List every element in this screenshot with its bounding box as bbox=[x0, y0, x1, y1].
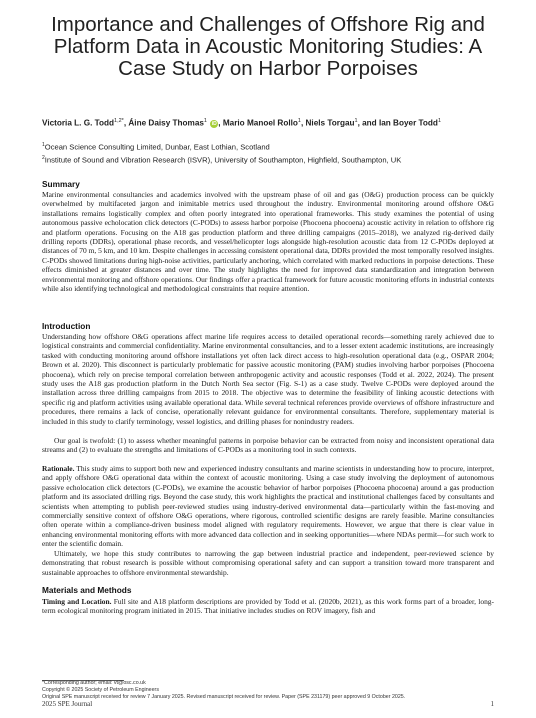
journal-footer: 2025 SPE Journal bbox=[42, 700, 93, 708]
author-name: Ian Boyer Todd bbox=[378, 118, 438, 128]
intro-paragraph-1: Understanding how offshore O&G operations affect marine life requires access to detailed operational records—something rarely achieved due to logistical constraints and commercial confidentiality. Marine environmental consultancies, and to a lesser extent academic institutions, are increasingly tasked with conducting monitoring around offshore installations yet often lack direct access to high-resolution operational data (e.g., OSPAR 2004; Brown et al. 2020). This disconnect is particularly problematic for passive acoustic monitoring (PAM) studies involving harbor porpoises (Phocoena phocoena), which rely on precise temporal correlation between anthropogenic activity and acoustic responses (Todd et al. 2022, 2024). The present study uses the A18 gas production platform in the Dutch North Sea sector (Fig. S-1) as a case study. Twelve C-PODs were deployed around the installation across three drilling campaigns from 2015 to 2018. The objective was to determine the feasibility of linking acoustic detections with specific rig and platform activities using available operational data. While several technical references provide overviews of offshore infrastructure and procedures, there remains a lack of concise, operationally relevant guidance for environmental consultants. Therefore, supplementary material is included in this study to clarify terminology, vessel logistics, and drilling phases for nonindustry readers. bbox=[42, 332, 494, 426]
methods-heading: Materials and Methods bbox=[42, 585, 132, 595]
author-name: Áine Daisy Thomas bbox=[128, 118, 204, 128]
timing-paragraph bbox=[42, 597, 494, 616]
rationale-paragraph-2: Ultimately, we hope this study contributes to narrowing the gap between industrial practice and independent, peer-reviewed science by demonstrating that robust research is possible without compromising operational safety and can support a transition toward more transparent and sustainable approaches to offshore environmental stewardship. bbox=[42, 549, 494, 577]
author-name: Mario Manoel Rollo bbox=[222, 118, 298, 128]
author-affil-mark: 1,2* bbox=[114, 118, 124, 124]
author-name: Niels Torgau bbox=[305, 118, 355, 128]
footnote-copyright: Copyright © 2025 Society of Petroleum Engineers bbox=[42, 687, 159, 693]
affiliation bbox=[42, 140, 516, 153]
footnote-corresponding: *Corresponding author; email: vt@osc.co.uk bbox=[42, 680, 146, 686]
intro-paragraph-2: Our goal is twofold: (1) to assess whether meaningful patterns in porpoise behavior can be extracted from noisy and inconsistent operational data streams and (2) to evaluate the strengths and limitations of C-PODs as a monitoring tool in such contexts. bbox=[42, 436, 494, 455]
footnote-manuscript: Original SPE manuscript received for review 7 January 2025. Revised manuscript received for review. Paper (SPE 231179) peer approved 9 October 2025. bbox=[42, 694, 406, 700]
orcid-icon[interactable]: iD bbox=[211, 120, 217, 127]
affiliation-mark: 1 bbox=[42, 142, 45, 148]
author-affil-mark: 1 bbox=[203, 118, 207, 124]
rationale-paragraph bbox=[42, 464, 494, 549]
affiliation bbox=[42, 153, 516, 166]
timing-text: Full site and A18 platform descriptions are provided by Todd et al. (2020b, 2021), as this work forms part of a broader, long-term ecological monitoring program initiated in 2015. That initiative includes studies on ROV imagery, fish and bbox=[42, 597, 494, 616]
summary-heading: Summary bbox=[42, 179, 80, 189]
introduction-heading: Introduction bbox=[42, 321, 91, 331]
rationale-label: Rationale. bbox=[42, 464, 75, 473]
affiliation-text: Institute of Sound and Vibration Research (ISVR), University of Southampton, Highfield, Southampton, UK bbox=[44, 155, 402, 165]
paper-title: Importance and Challenges of Offshore Rig and Platform Data in Acoustic Monitoring Studies: A Case Study on Harbor Porpoises bbox=[51, 13, 485, 80]
author-affil-mark: 1 bbox=[354, 118, 358, 124]
rationale-text: This study aims to support both new and experienced industry consultants and marine scientists in understanding how to procure, interpret, and apply offshore O&G operational data within the context of acoustic monitoring. Using a case study involving the deployment of autonomous passive echolocation click detectors (C-PODs), we examine the acoustic behavior of harbor porpoises (Phocoena phocoena) around a gas production platform and its associated drilling rigs. Beyond the case study, this work highlights the practical and institutional challenges faced by consultants and scientists when attempting to publish peer-reviewed studies using industry-derived environmental data—particularly within the fast-moving and commercially sensitive context of offshore O&G operations, where rigorous, controlled scientific designs are rarely feasible. Marine consultancies often operate within a compliance-driven business model aligned with regulatory requirements. However, we argue that there is clear value in enhancing environmental monitoring efforts with more advanced data collection and in seeking opportunities—where NDAs permit—for such work to enter the scientific domain. bbox=[42, 464, 494, 549]
affiliations bbox=[42, 140, 516, 166]
author-affil-mark: 1 bbox=[437, 118, 441, 124]
timing-label: Timing and Location. bbox=[42, 597, 112, 606]
author-name: Victoria L. G. Todd bbox=[42, 118, 115, 128]
author-affil-mark: 1 bbox=[297, 118, 301, 124]
affiliation-mark: 2 bbox=[42, 155, 45, 162]
summary-text: Marine environmental consultancies and academics involved with the upstream phase of oil and gas (O&G) production process can be quickly overwhelmed by multifaceted jargon and inimitable metrics used throughout the industry. Environmental monitoring around offshore O&G installations remains logistically complex and often poorly integrated into operational frameworks. This study examines the potential of using autonomous passive echolocation click detectors (C-PODs) to assess harbor porpoise (Phocoena phocoena) acoustic activity in relation to offshore rig and platform operations. Focusing on the A18 gas production platform and three drilling campaigns (2015–2018), we analyzed rig-derived daily drilling reports (DDRs), operational phase records, and vessel/helicopter logs alongside high-resolution acoustic data from 12 C-PODs deployed at distances of 70 m, 5 km, and 10 km. Despite challenges in accessing consistent operational data, DDRs provided the most temporally resolved insights. C-PODs showed limitations during high-noise activities, particularly anchoring, which correlated with marked reductions in porpoise detections. These effects diminished at greater distances and over time. The study highlights the need for improved data standardization and integration between environmental monitoring and offshore operations. Our findings offer a practical framework for future acoustic monitoring efforts in industrial contexts while also identifying technological and methodological constraints that require attention. bbox=[42, 190, 494, 294]
author-list: Victoria L. G. Todd$^{1,2*}$, Áine Daisy Thomas$^1$ iD , Mario Manoel Rollo$^1$, Niels Torgau$^1$, and Ian Boyer Todd$^1$ bbox=[42, 118, 441, 128]
page-number: 1 bbox=[490, 700, 494, 708]
affiliation-text: Ocean Science Consulting Limited, Dunbar, East Lothian, Scotland bbox=[44, 142, 270, 152]
